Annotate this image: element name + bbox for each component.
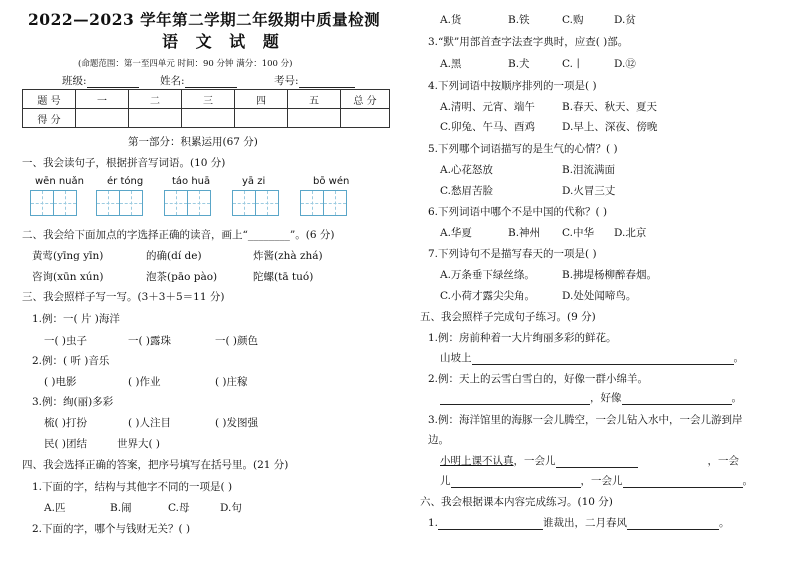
option[interactable]: C.中华 [562, 227, 594, 239]
score-cell[interactable] [129, 109, 182, 128]
s5-example-2: 2.例：天上的云雪白雪白的，好像一群小绵羊。 [428, 373, 649, 385]
s4-q6: 6.下列词语中哪个不是中国的代称？( ) [428, 206, 608, 218]
s3-blank[interactable]: 一( )虫子 [44, 335, 88, 347]
option[interactable]: D.火冒三丈 [562, 185, 616, 197]
s5-title: 五、我会照样子完成句子练习。(9 分) [420, 311, 596, 323]
period: 。 [742, 475, 753, 487]
header-cell: 题 号 [23, 90, 76, 109]
reading-item[interactable]: 黄莺(yīng yīn) [32, 250, 104, 262]
s3-blank[interactable]: ( )人注目 [128, 417, 172, 429]
option[interactable]: D.贫 [614, 14, 636, 26]
pinyin-5: bō wén [313, 176, 350, 187]
exam-title: 2022—2023 学年第二学期二年级期中质量检测 [28, 10, 381, 29]
s4-q4: 4.下列词语中按顺序排列的一项是( ) [428, 80, 597, 92]
s3-blank[interactable]: 世界大( ) [117, 438, 161, 450]
header-cell: 五 [288, 90, 341, 109]
score-cell[interactable] [76, 109, 129, 128]
option[interactable]: C.母 [168, 502, 190, 514]
score-cell[interactable] [288, 109, 341, 128]
s5-connector: 儿 [440, 475, 451, 487]
class-label: 班级: [62, 75, 87, 87]
s5-mid: ，好像 [590, 392, 622, 404]
option[interactable]: B.春天、秋天、夏天 [562, 101, 658, 113]
s6-text: 谁裁出，二月春风 [543, 517, 628, 529]
s4-title: 四、我会选择正确的答案，把序号填写在括号里。(21 分) [22, 459, 289, 471]
s6-title: 六、我会根据课本内容完成练习。(10 分) [420, 496, 613, 508]
option[interactable]: A.心花怒放 [440, 164, 493, 176]
option[interactable]: C.愁眉苦脸 [440, 185, 493, 197]
s3-title: 三、我会照样子写一写。(3＋3＋5＝11 分) [22, 291, 225, 303]
s3-blank[interactable]: ( )庄稼 [215, 376, 248, 388]
score-table [22, 89, 390, 128]
s4-q5: 5.下列哪个词语描写的是生气的心情？( ) [428, 143, 618, 155]
s5-prompt: 小明上课不认真 [440, 455, 514, 467]
s5-prefix: 山坡上 [440, 352, 472, 364]
id-label: 考号: [274, 75, 299, 87]
writing-grid-3[interactable] [164, 190, 210, 216]
s5-example-3a: 3.例：海洋馆里的海豚一会儿腾空，一会儿钻入水中，一会儿游到岸 [428, 414, 743, 426]
writing-grid-1[interactable] [30, 190, 76, 216]
option[interactable]: A.万条垂下绿丝绦。 [440, 269, 535, 281]
part1-title: 第一部分：积累运用(67 分) [128, 136, 258, 148]
option[interactable]: C.购 [562, 14, 584, 26]
option[interactable]: B.铁 [508, 14, 530, 26]
s3-blank[interactable]: ( )发图强 [215, 417, 259, 429]
score-cell[interactable] [182, 109, 235, 128]
header-cell: 四 [235, 90, 288, 109]
name-label: 姓名: [160, 75, 185, 87]
option[interactable]: A.黑 [440, 58, 462, 70]
s4-q1: 1.下面的字，结构与其他字不同的一项是( ) [32, 481, 233, 493]
s3-example-1: 1.例：一( 片 )海洋 [32, 313, 120, 325]
pinyin-1: wēn nuǎn [35, 176, 84, 187]
s5-example-1: 1.例：房前种着一大片绚丽多彩的鲜花。 [428, 332, 617, 344]
s4-q3: 3.“默”用部首查字法查字典时，应查( )部。 [428, 36, 629, 48]
id-field[interactable] [274, 73, 355, 88]
score-row [23, 109, 390, 128]
header-cell: 三 [182, 90, 235, 109]
period: 。 [719, 517, 730, 529]
reading-item[interactable]: 咨询(xūn xún) [32, 271, 104, 283]
s3-blank[interactable]: ( )作业 [128, 376, 161, 388]
option[interactable]: B.泪流满面 [562, 164, 616, 176]
option[interactable]: B.神州 [508, 227, 541, 239]
score-header-row [23, 90, 390, 109]
s3-example-2: 2.例：( 听 )音乐 [32, 355, 110, 367]
header-cell: 一 [76, 90, 129, 109]
s3-blank[interactable]: 民( )团结 [44, 438, 88, 450]
exam-subtitle: 语 文 试 题 [162, 32, 285, 51]
s6-num: 1. [428, 517, 439, 529]
pinyin-3: táo huā [172, 176, 211, 187]
s3-blank[interactable]: 梳( )打扮 [44, 417, 88, 429]
option[interactable]: A.华夏 [440, 227, 472, 239]
option[interactable]: A.清明、元宵、端午 [440, 101, 535, 113]
option[interactable]: D.句 [220, 502, 242, 514]
s3-blank[interactable]: 一( )颜色 [215, 335, 259, 347]
s5-answer-1[interactable] [440, 350, 744, 365]
class-field[interactable] [62, 73, 139, 88]
s5-connector: ，一会 [707, 455, 739, 467]
s1-title: 一、我会读句子，根据拼音写词语。(10 分) [22, 157, 226, 169]
reading-item[interactable]: 陀螺(tā tuó) [253, 271, 314, 283]
score-cell[interactable] [341, 109, 390, 128]
s3-blank[interactable]: ( )电影 [44, 376, 77, 388]
writing-grid-4[interactable] [232, 190, 278, 216]
header-cell: 二 [129, 90, 182, 109]
s3-blank[interactable]: 一( )露珠 [128, 335, 172, 347]
s2-title: 二、我会给下面加点的字选择正确的读音，画上“________”。(6 分) [22, 229, 335, 241]
option[interactable]: B.犬 [508, 58, 530, 70]
s5-connector: ，一会儿 [580, 475, 623, 487]
s5-answer-2[interactable] [440, 390, 742, 405]
s3-example-3: 3.例：绚(丽)多彩 [32, 396, 114, 408]
s5-answer-3-line1[interactable] [440, 453, 739, 468]
period: 。 [733, 352, 744, 364]
option[interactable]: A.货 [440, 14, 462, 26]
option[interactable]: D.早上、深夜、傍晚 [562, 121, 658, 133]
exam-meta: (命题范围：第一至四单元 时间：90 分钟 满分：100 分) [78, 59, 293, 69]
reading-item[interactable]: 炸酱(zhà zhá) [253, 250, 323, 262]
writing-grid-5[interactable] [300, 190, 346, 216]
option[interactable]: B.拂堤杨柳醉春烟。 [562, 269, 658, 281]
reading-item[interactable]: 泡茶(pāo pào) [146, 271, 218, 283]
writing-grid-2[interactable] [96, 190, 142, 216]
s5-connector: ，一会儿 [513, 455, 556, 467]
header-cell: 总 分 [341, 90, 390, 109]
option[interactable]: C.小荷才露尖尖角。 [440, 290, 535, 302]
s6-q1[interactable] [428, 515, 730, 530]
period: 。 [731, 392, 742, 404]
pinyin-2: ér tóng [107, 176, 144, 187]
name-field[interactable] [160, 73, 237, 88]
s5-example-3b: 边。 [428, 434, 449, 446]
option[interactable]: B.闹 [110, 502, 132, 514]
s4-q2: 2.下面的字，哪个与钱财无关？( ) [32, 523, 191, 535]
option[interactable]: C.卯兔、午马、酉鸡 [440, 121, 535, 133]
score-cell[interactable] [235, 109, 288, 128]
row-label: 得 分 [23, 109, 76, 128]
option[interactable]: C.丨 [562, 58, 584, 70]
option[interactable]: D.⑫ [614, 58, 636, 70]
option[interactable]: D.处处闻啼鸟。 [562, 290, 637, 302]
reading-item[interactable]: 的确(dí de) [146, 250, 202, 262]
s5-answer-3-line2[interactable] [440, 473, 753, 488]
s4-q7: 7.下列诗句不是描写春天的一项是( ) [428, 248, 597, 260]
option[interactable]: A.匹 [44, 502, 66, 514]
pinyin-4: yā zi [242, 176, 266, 187]
option[interactable]: D.北京 [614, 227, 647, 239]
